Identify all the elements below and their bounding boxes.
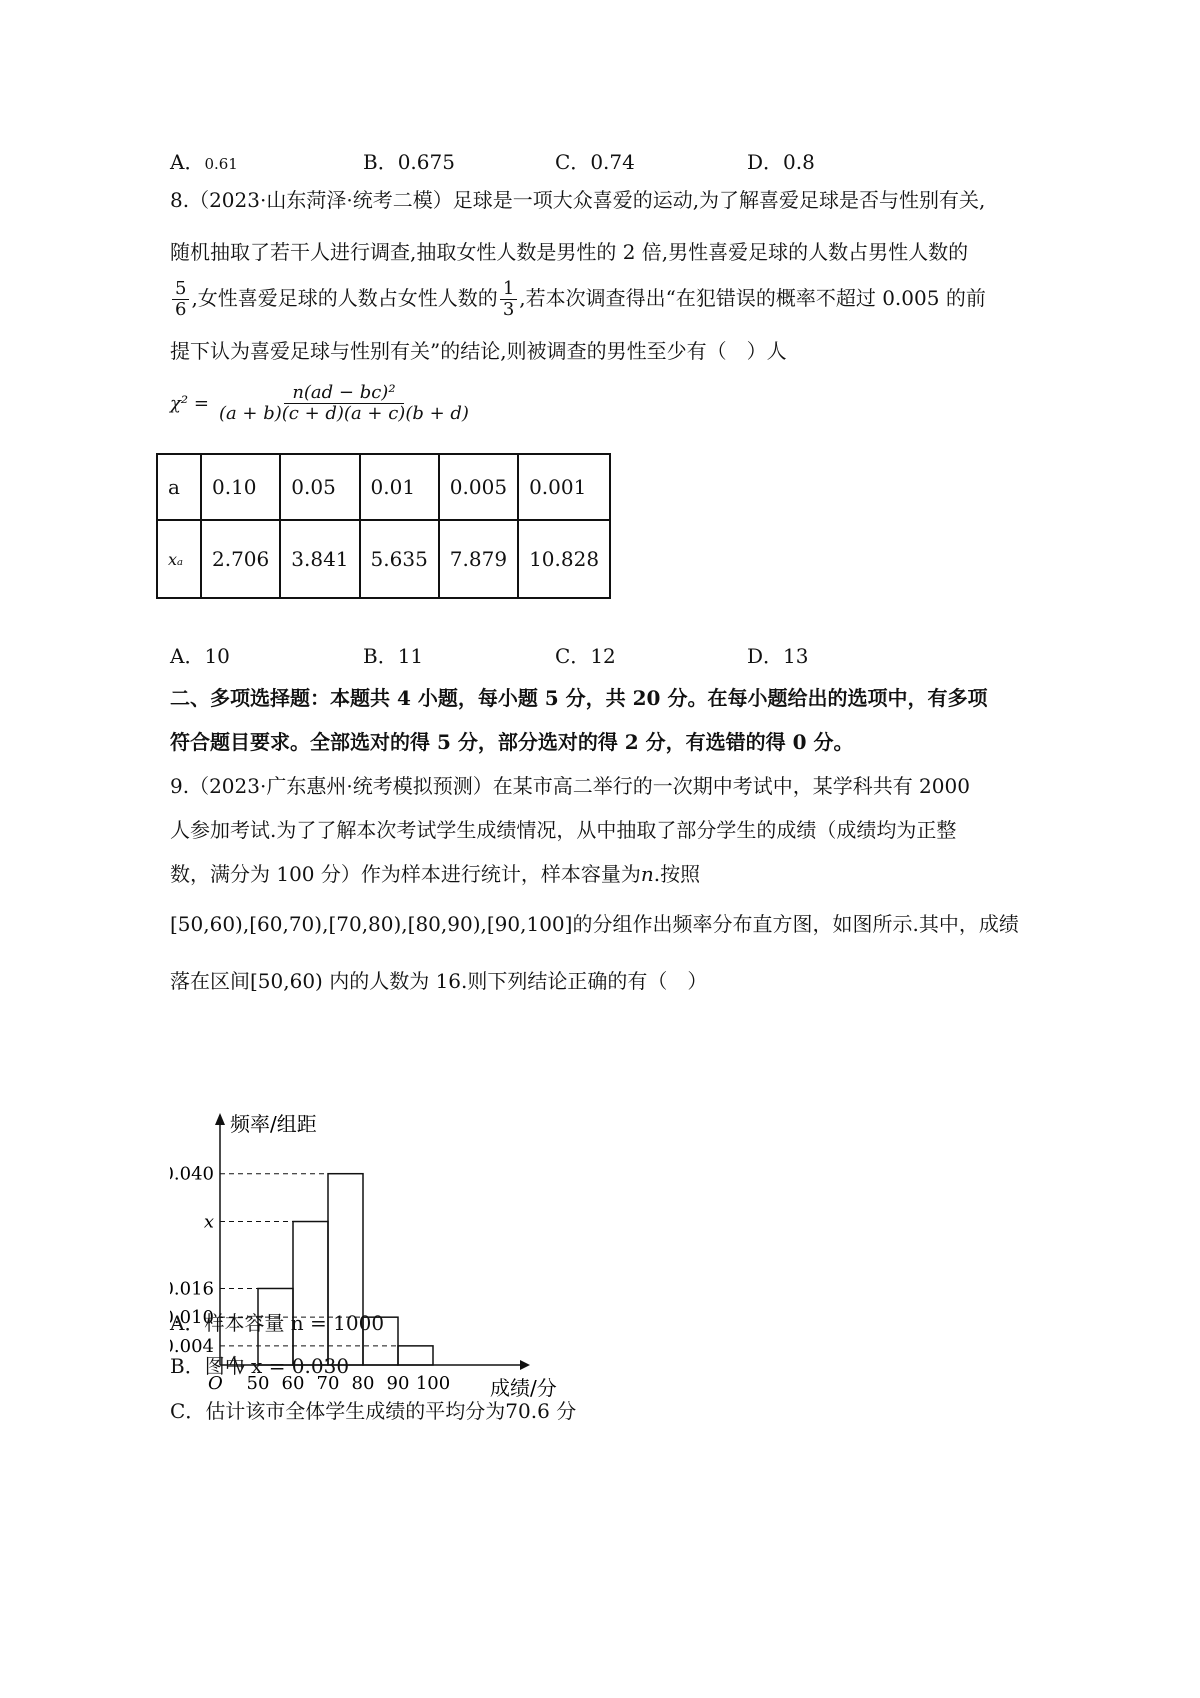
q9-line3: 数，满分为 100 分）作为样本进行统计，样本容量为n.按照 [170,862,701,886]
q8-line3: $\frac{5}{6}$ ,女性喜爱足球的人数占女性人数的 $\frac{1}{3}$ ,若本次调查得出“在犯错误的概率不超过 0.005 的前 [170,276,986,320]
q7-option-d: D．0.8 [747,150,815,174]
table-cell: 0.10 [201,454,280,520]
x-axis-label: 成绩/分 [490,1376,557,1400]
y-axis-label: 频率/组距 [230,1112,317,1136]
q8-option-a: A．10 [170,644,230,668]
table-cell: 10.828 [518,520,610,598]
histogram-bar [398,1346,433,1365]
table-cell: 7.879 [439,520,518,598]
section-heading-line1: 二、多项选择题：本题共 4 小题，每小题 5 分，共 20 分。在每小题给出的选项中，有多项 [170,686,988,710]
table-cell: 0.005 [439,454,518,520]
table-cell: 0.05 [280,454,359,520]
table-row [157,454,610,520]
section-heading-line2: 符合题目要求。全部选对的得 5 分，部分选对的得 2 分，有选错的得 0 分。 [170,730,854,754]
x-tick-label: 100 [415,1373,451,1394]
q8-option-b: B．11 [363,644,424,668]
x-tick-label: 60 [281,1373,305,1394]
q9-line4: [50,60),[60,70),[70,80),[80,90),[90,100]的分组作出频率分布直方图，如图所示.其中，成绩 [170,912,1019,936]
table-cell: a [157,454,201,520]
table-cell: 2.706 [201,520,280,598]
table-cell: 5.635 [360,520,439,598]
chi-square-formula: χ² = $\frac{\text{n(ad − bc)²}}{(a + b)(c + d)(a + c)(b + d)}$ [170,382,469,424]
table-cell: 0.01 [360,454,439,520]
origin-label: O [208,1373,223,1394]
table-cell: xₐ [157,520,201,598]
y-axis-arrow-icon [215,1113,225,1125]
q8-option-c: C．12 [555,644,616,668]
fraction-1-3: $\frac{1}{3}$ [500,279,517,320]
critical-value-table [156,453,611,599]
q9-option-a: A．样本容量 n = 1000 [170,1311,385,1335]
q8-line1: 8.（2023·山东菏泽·统考二模）足球是一项大众喜爱的运动,为了解喜爱足球是否与性别有关, [170,188,986,212]
q8-line4: 提下认为喜爱足球与性别有关”的结论,则被调查的男性至少有（ ）人 [170,339,787,363]
x-tick-label: 70 [316,1373,340,1394]
q9-line1: 9.（2023·广东惠州·统考模拟预测）在某市高二举行的一次期中考试中，某学科共有 2000 [170,774,970,798]
q9-option-c: C．估计该市全体学生成绩的平均分为70.6 分 [170,1399,577,1423]
x-tick-label: 80 [351,1373,375,1394]
x-tick-label: 50 [246,1373,270,1394]
q7-option-b: B．0.675 [363,150,455,174]
y-tick-label: .016 [173,1278,214,1300]
y-tick-label: .010 [173,1307,214,1329]
table-cell: 3.841 [280,520,359,598]
q9-option-b: B．图中 x = 0.030 [170,1354,350,1378]
q7-option-c: C．0.74 [555,150,635,174]
table-cell: 0.001 [518,454,610,520]
q7-option-a: A．0.61 [170,150,238,174]
x-tick-label: 90 [386,1373,410,1394]
histogram-bar [293,1222,328,1365]
q9-line5: 落在区间[50,60) 内的人数为 16.则下列结论正确的有（ ） [170,969,708,993]
q8-line2: 随机抽取了若干人进行调查,抽取女性人数是男性的 2 倍,男性喜爱足球的人数占男性人数的 [170,240,969,264]
y-tick-label: x [203,1211,214,1233]
fraction-5-6: $\frac{5}{6}$ [172,279,189,320]
q9-line2: 人参加考试.为了了解本次考试学生成绩情况，从中抽取了部分学生的成绩（成绩均为正整 [170,818,957,842]
y-tick-label: .004 [173,1335,214,1357]
x-axis-arrow-icon [520,1360,530,1370]
q8-option-d: D．13 [747,644,809,668]
table-row [157,520,610,598]
y-tick-label: .040 [173,1163,214,1185]
